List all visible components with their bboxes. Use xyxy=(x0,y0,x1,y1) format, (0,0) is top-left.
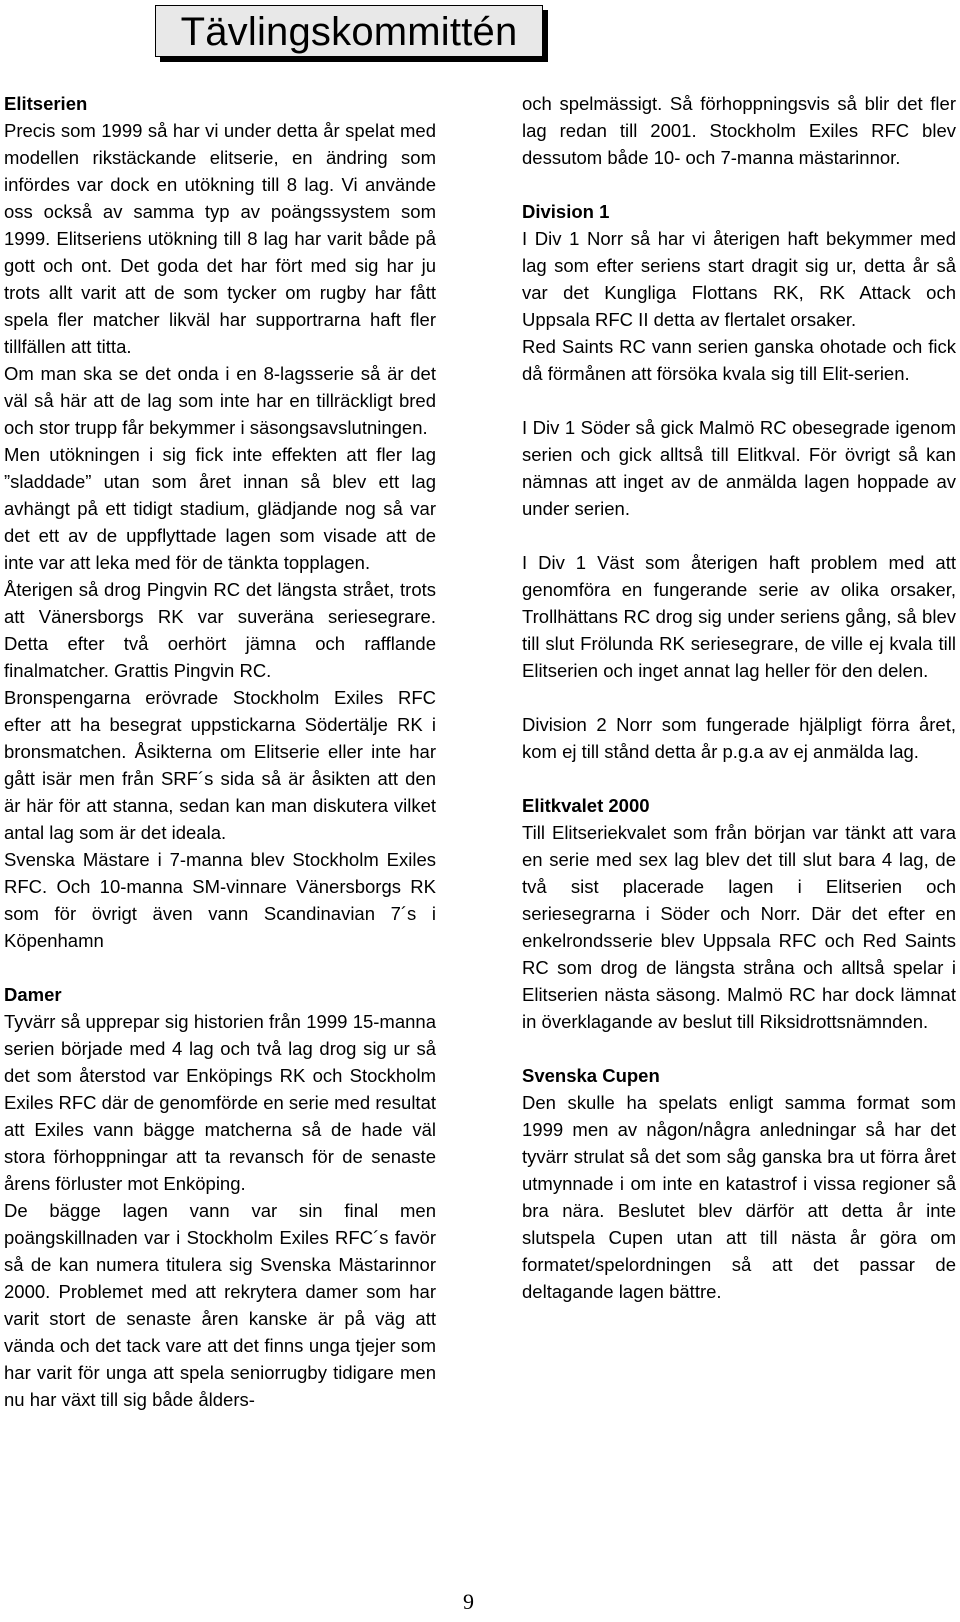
title-box xyxy=(155,5,543,57)
paragraph-div1-vast: I Div 1 Väst som återigen haft problem med att genomföra en fungerande serie av olika orsaker, Trollhättans RC drog sig under seriens gång, så blev till slut Frölunda RK seriesegrare, de ville ej kvala till Elitserien och inget annat lag heller för den delen. xyxy=(522,552,956,681)
paragraph: Red Saints RC vann serien ganska ohotade och fick då förmånen att försöka kvala sig till Elit-serien. xyxy=(522,336,956,384)
paragraph: Men utökningen i sig fick inte effekten att fler lag ”sladdade” utan som året innan så blev ett lag avhängt på ett tidigt stadium, glädjande nog så var det ett av de uppflyttade lagen som visade att de inte var att leka med för de tänkta topplagen. xyxy=(4,444,436,573)
paragraph: Till Elitseriekvalet som från början var tänkt att vara en serie med sex lag blev det till slut bara 4 lag, de två sist placerade lagen i Elitserien och seriesegrarna i Söder och Norr. Där det efter en enkelrondsserie blev Uppsala RFC och Red Saints RC som drog de längsta stråna och alltså spelar i Elitserien nästa säsong. Malmö RC har dock lämnat in överklagande av beslut till Riksidrottsnämnden. xyxy=(522,822,956,1032)
section-division-1 xyxy=(522,198,956,765)
paragraph: Om man ska se det onda i en 8-lagsserie så är det väl så här att de lag som inte har en tillräckligt bred och stor trupp får bekymmer i säsongsavslutningen. xyxy=(4,363,436,438)
paragraph: Tyvärr så upprepar sig historien från 1999 15-manna serien började med 4 lag och två lag drog sig ur så det som återstod var Enköpings RK och Stockholm Exiles RFC där de genomförde en serie med resultat att Exiles vann bägge matcherna så de hade väl stora förhoppningar att ta revansch för de senaste årens förluster mot Enköping. xyxy=(4,1011,436,1194)
left-column xyxy=(4,90,436,1413)
paragraph: De bägge lagen vann var sin final men poängskillnaden var i Stockholm Exiles RFC´s favör så de kan numera titulera sig Svenska Mästarinnor 2000. Problemet med att rekrytera damer som har varit stort de senaste åren kanske är på väg att vända och det tack vare att det finns unga tjejer som har varit för unga att spela seniorrugby tidigare men nu har växt till sig både ålders- xyxy=(4,1200,436,1410)
section-damer xyxy=(4,981,436,1413)
heading-division-1: Division 1 xyxy=(522,201,610,222)
page-title: Tävlingskommittén xyxy=(180,10,518,54)
paragraph-continuation: och spelmässigt. Så förhoppningsvis så blir det fler lag redan till 2001. Stockholm Exiles RFC blev dessutom både 10- och 7-manna mästarinnor. xyxy=(522,93,956,168)
paragraph-div1-soder: I Div 1 Söder så gick Malmö RC obesegrade igenom serien och gick alltså till Elitkval. För övrigt så kan nämnas att inget av de anmälda lagen hoppade av under serien. xyxy=(522,417,956,519)
section-elitserien xyxy=(4,90,436,954)
page-number: 9 xyxy=(463,1589,474,1614)
section-elitkvalet xyxy=(522,792,956,1035)
paragraph: I Div 1 Norr så har vi återigen haft bekymmer med lag som efter seriens start dragit sig ur, detta år så var det Kungliga Flottans RK, RK Attack och Uppsala RFC II detta av flertalet orsaker. xyxy=(522,228,956,330)
heading-svenska-cupen: Svenska Cupen xyxy=(522,1065,660,1086)
paragraph: Den skulle ha spelats enligt samma format som 1999 men av någon/några anledningar så har det tyvärr strulat så det som såg ganska bra ut förra året utmynnade i om inte en katastrof i vissa regioner så bra nära. Beslutet blev därför att detta år inte slutspela Cupen utan att till nästa år göra om formatet/spelordningen så att det passar de deltagande lagen bättre. xyxy=(522,1092,956,1302)
paragraph: Svenska Mästare i 7-manna blev Stockholm Exiles RFC. Och 10-manna SM-vinnare Vänersborgs RK som för övrigt även vann Scandinavian 7´s i Köpenhamn xyxy=(4,849,436,951)
paragraph: Bronspengarna erövrade Stockholm Exiles RFC efter att ha besegrat uppstickarna Södertälje RK i bronsmatchen. Åsikterna om Elitserie eller inte har gått isär men från SRF´s sida så är åsikten att den är här för att stanna, sedan kan man diskutera vilket antal lag som är det ideala. xyxy=(4,687,436,843)
heading-elitkvalet: Elitkvalet 2000 xyxy=(522,795,650,816)
paragraph: Återigen så drog Pingvin RC det längsta strået, trots att Vänersborgs RK var suveräna seriesegrare. Detta efter två oerhört jämna och rafflande finalmatcher. Grattis Pingvin RC. xyxy=(4,579,436,681)
heading-damer: Damer xyxy=(4,984,62,1005)
paragraph-div2: Division 2 Norr som fungerade hjälpligt förra året, kom ej till stånd detta år p.g.a av ej anmälda lag. xyxy=(522,714,956,762)
right-column xyxy=(522,90,956,1305)
section-svenska-cupen xyxy=(522,1062,956,1305)
paragraph: Precis som 1999 så har vi under detta år spelat med modellen rikstäckande elitserie, en ändring som infördes var dock en utökning till 8 lag. Vi använde oss också av samma typ av poängssystem som 1999. Elitseriens utökning till 8 lag har varit både på gott och ont. Det goda det har fört med sig har ju trots allt varit att de som tycker om rugby har fått spela fler matcher likväl har supportrarna haft fler tillfällen att titta. xyxy=(4,120,436,357)
heading-elitserien: Elitserien xyxy=(4,93,88,114)
